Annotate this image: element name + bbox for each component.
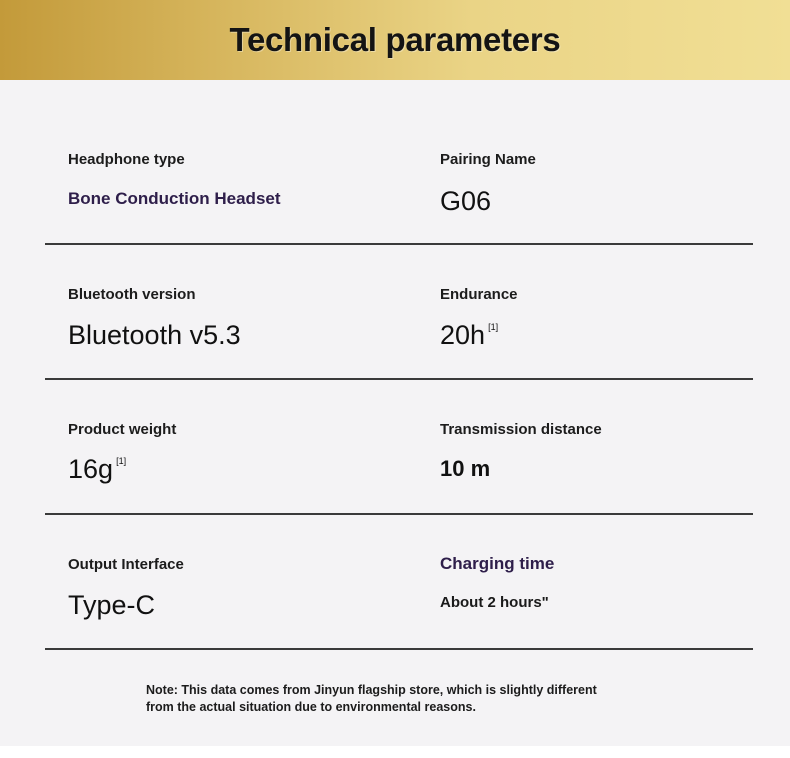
spec-label: Output Interface [68,556,184,573]
spec-label: Transmission distance [440,421,602,438]
spec-cell-output-interface [68,513,428,648]
spec-label: Headphone type [68,151,185,168]
note-line: from the actual situation due to environmental reasons. [146,700,476,714]
spec-label: Endurance [440,286,518,303]
spec-value-wrap [440,320,498,351]
footnote-text [146,682,706,716]
spec-label: Charging time [440,554,555,573]
spec-row [45,513,753,650]
spec-row [45,108,753,245]
spec-value: Type-C [68,590,156,620]
spec-cell-pairing-name [440,108,750,243]
spec-value: Bone Conduction Headset [68,189,281,208]
footnote-marker: [1] [116,456,127,466]
spec-label: Pairing Name [440,151,536,168]
spec-cell-product-weight [68,378,428,513]
footnote-marker: [1] [488,322,499,332]
spec-value: G06 [440,186,492,216]
spec-value: 10 m [440,456,491,481]
page-title: Technical parameters [229,21,561,58]
bottom-margin [0,746,790,758]
spec-value-wrap [68,454,126,485]
spec-value: Bluetooth v5.3 [68,320,241,350]
note-line: Note: This data comes from Jinyun flagship store, which is slightly different [146,683,597,697]
spec-value: 20h [440,320,486,350]
spec-label: Product weight [68,421,177,438]
spec-row [45,378,753,515]
spec-label: Bluetooth version [68,286,196,303]
spec-value: About 2 hours" [440,594,549,611]
spec-value: 16g [68,454,114,484]
spec-cell-headphone-type [68,108,428,243]
spec-cell-endurance [440,243,750,378]
spec-cell-charging-time [440,513,750,648]
spec-row [45,243,753,380]
spec-cell-transmission-distance [440,378,750,513]
spec-cell-bluetooth-version [68,243,428,378]
title-banner [0,0,790,80]
